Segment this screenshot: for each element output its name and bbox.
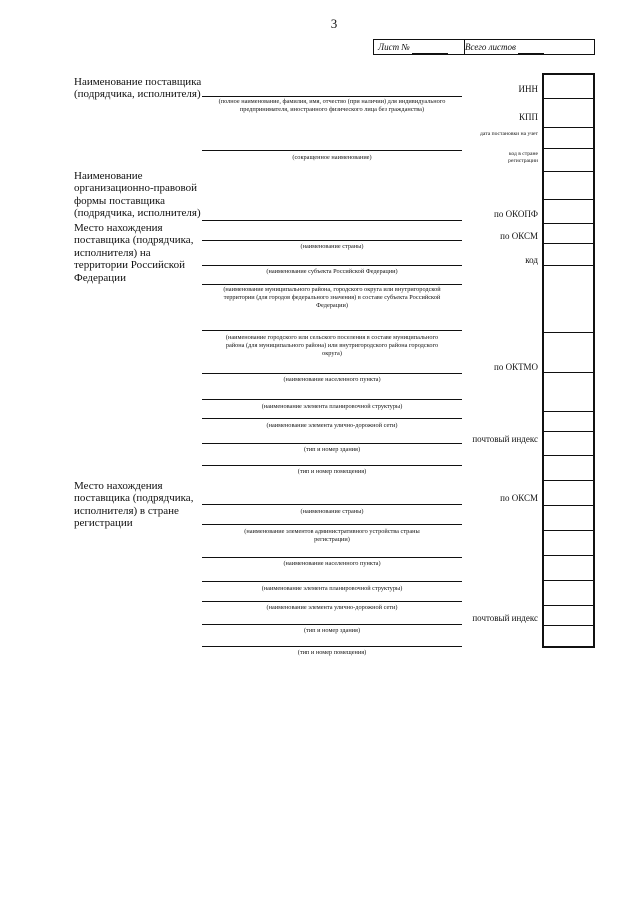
rf-municipal-caption: (наименование муниципального района, городского округа или внутригородской территории (для городов федерального значения) в составе субъекта Российской Федерации)	[223, 286, 441, 309]
oktmo-label: по ОКТМО	[494, 362, 538, 372]
rf-street-caption: (наименование элемента улично-дорожной сети)	[266, 422, 398, 429]
page-number: 3	[330, 16, 338, 31]
foreign-admin-caption: (наименование элементов административного устройства страны регистрации)	[244, 528, 420, 543]
sheet-total-field[interactable]	[518, 43, 544, 54]
rf-building-caption: (тип и номер здания)	[303, 446, 361, 453]
location-rf-label: Место нахождения поставщика (подрядчика, исполнителя) на территории Российской Федерации	[74, 222, 194, 284]
rf-country-line[interactable]	[202, 240, 462, 241]
foreign-room-line[interactable]	[202, 646, 462, 647]
rf-locality-caption: (наименование населенного пункта)	[283, 376, 381, 383]
inn-label: ИНН	[518, 84, 538, 94]
code-cell-blank-7[interactable]	[544, 555, 593, 556]
rf-street-line[interactable]	[202, 418, 462, 419]
supplier-name-label: Наименование поставщика (подрядчика, исполнителя)	[74, 76, 202, 101]
oksm-foreign-label: по ОКСМ	[500, 493, 538, 503]
foreign-building-line[interactable]	[202, 624, 462, 625]
code-cell-kpp[interactable]	[544, 127, 593, 128]
code-label: код	[525, 255, 538, 265]
code-cell-blank-8[interactable]	[544, 580, 593, 581]
foreign-admin-line[interactable]	[202, 524, 462, 525]
foreign-locality-caption: (наименование населенного пункта)	[283, 560, 381, 567]
code-cell-reg-date[interactable]	[544, 148, 593, 149]
rf-locality-line[interactable]	[202, 373, 462, 374]
sheet-header-box	[373, 39, 595, 55]
oksm-label: по ОКСМ	[500, 231, 538, 241]
foreign-country-caption: (наименование страны)	[300, 508, 364, 515]
foreign-building-caption: (тип и номер здания)	[303, 627, 361, 634]
sheet-number-label: Лист №	[378, 42, 410, 52]
code-cell-blank-6[interactable]	[544, 530, 593, 531]
code-cell-inn[interactable]	[544, 98, 593, 99]
sheet-total-label: Всего листов	[465, 42, 516, 52]
foreign-room-caption: (тип и номер помещения)	[297, 649, 367, 656]
code-cell-blank-2[interactable]	[544, 332, 593, 333]
code-cell-blank-4[interactable]	[544, 455, 593, 456]
foreign-locality-line[interactable]	[202, 557, 462, 558]
sheet-number-field[interactable]	[412, 43, 448, 54]
rf-planning-caption: (наименование элемента планировочной структуры)	[261, 403, 403, 410]
legal-form-line[interactable]	[202, 220, 462, 221]
code-cell-blank-5[interactable]	[544, 480, 593, 481]
supplier-full-name-caption: (полное наименование, фамилия, имя, отчество (при наличии) для индивидуального предпринимателя, иностранного физического лица без гражданства)	[218, 98, 446, 113]
code-cell-oksm-foreign[interactable]	[544, 505, 593, 506]
code-cell-blank-1[interactable]	[544, 265, 593, 266]
rf-country-caption: (наименование страны)	[300, 243, 364, 250]
supplier-short-name-line[interactable]	[202, 150, 462, 151]
rf-planning-line[interactable]	[202, 399, 462, 400]
rf-room-caption: (тип и номер помещения)	[297, 468, 367, 475]
sheet-number-cell	[374, 40, 465, 54]
country-code-label: код в стране регистрации	[508, 151, 538, 164]
code-cell-oktmo[interactable]	[544, 372, 593, 373]
supplier-full-name-line[interactable]	[202, 96, 462, 97]
foreign-country-line[interactable]	[202, 504, 462, 505]
kpp-label: КПП	[518, 112, 538, 122]
code-cell-country-code[interactable]	[544, 171, 593, 172]
codes-column	[542, 73, 595, 648]
supplier-short-name-caption: (сокращенное наименование)	[292, 154, 372, 161]
postal-index-label: почтовый индекс	[472, 434, 538, 444]
okopf-label: по ОКОПФ	[494, 209, 538, 219]
rf-settlement-caption: (наименование городского или сельского поселения в составе муниципального района (для муниципального района) или внутригородского района городского округа)	[225, 334, 439, 357]
sheet-total-cell	[461, 40, 595, 54]
code-cell-postal[interactable]	[544, 431, 593, 432]
code-cell-okopf[interactable]	[544, 199, 593, 200]
code-cell-blank-9[interactable]	[544, 625, 593, 626]
legal-form-label: Наименование организационно-правовой формы поставщика (подрядчика, исполнителя)	[74, 170, 201, 220]
rf-municipal-line[interactable]	[202, 284, 462, 285]
foreign-planning-caption: (наименование элемента планировочной структуры)	[261, 585, 403, 592]
rf-subject-caption: (наименование субъекта Российской Федерации)	[266, 268, 398, 275]
rf-settlement-line[interactable]	[202, 330, 462, 331]
postal-index-foreign-label: почтовый индекс	[472, 613, 538, 623]
code-cell-blank-3[interactable]	[544, 411, 593, 412]
code-cell-oksm[interactable]	[544, 223, 593, 224]
rf-subject-line[interactable]	[202, 265, 462, 266]
code-cell-code[interactable]	[544, 243, 593, 244]
location-foreign-label: Место нахождения поставщика (подрядчика, исполнителя) в стране регистрации	[74, 480, 194, 530]
foreign-planning-line[interactable]	[202, 581, 462, 582]
rf-building-line[interactable]	[202, 443, 462, 444]
foreign-street-line[interactable]	[202, 601, 462, 602]
foreign-street-caption: (наименование элемента улично-дорожной сети)	[266, 604, 398, 611]
rf-room-line[interactable]	[202, 465, 462, 466]
code-cell-postal-foreign[interactable]	[544, 605, 593, 606]
reg-date-label: дата постановки на учет	[480, 131, 538, 137]
